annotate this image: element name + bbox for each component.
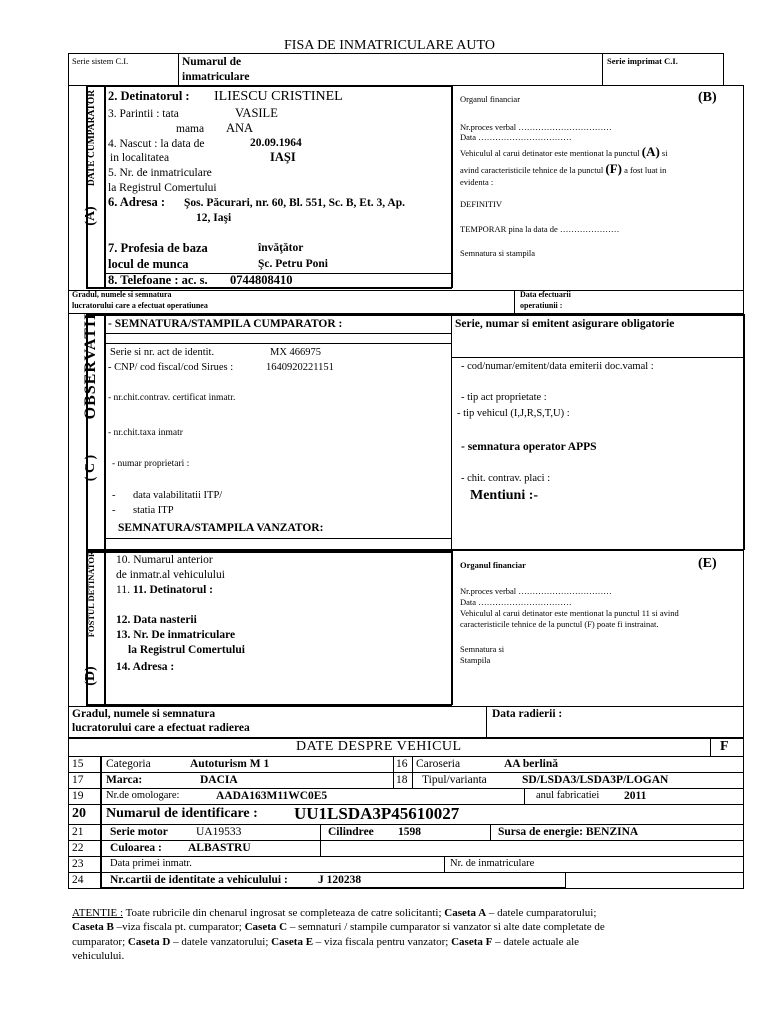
row-21-num: 21: [72, 826, 84, 838]
observatii-label: OBSERVATII: [82, 312, 99, 420]
data-e: Data ……………………………: [460, 597, 572, 607]
nr-proprietari-label: - numar proprietari :: [112, 459, 190, 469]
semnatura-cumparator-label: - SEMNATURA/STAMPILA CUMPARATOR :: [108, 318, 343, 330]
serie-asigurare-label: Serie, numar si emitent asigurare obligatorie: [455, 318, 675, 330]
row-18-label: Tipul/varianta: [422, 774, 487, 786]
fostul-detinator-label: FOSTUL DETINATOR: [86, 550, 96, 638]
mentiuni-label: Mentiuni :-: [470, 488, 539, 503]
row-20-label: Numarul de identificare :: [106, 806, 258, 821]
numarul-inmatriculare-label-1: Numarul de: [182, 56, 242, 68]
adresa-label: 6. Adresa :: [108, 195, 166, 209]
cnp-value: 1640920221151: [266, 362, 334, 373]
semnatura-b: Semnatura si stampila: [460, 248, 536, 258]
row-19-an-value: 2011: [624, 790, 647, 802]
gradul-label-1: Gradul, numele si semnatura: [72, 290, 172, 299]
row-24-value: J 120238: [318, 874, 362, 886]
row-16-value: AA berlină: [504, 758, 558, 770]
detinator-label: 2. Detinatorul :: [108, 89, 190, 103]
row-17-value: DACIA: [200, 774, 238, 786]
f11-label: 11. 11. Detinatorul :: [116, 584, 214, 596]
statia-itp-label: statia ITP: [133, 505, 174, 516]
proces-verbal-b: Nr.proces verbal ……………………………: [460, 122, 612, 132]
profesia-value: învăţător: [258, 242, 304, 254]
nascut-label: 4. Nascut : la data de: [108, 138, 205, 150]
serie-sistem-label: Serie sistem C.I.: [72, 56, 129, 66]
telefon-value: 0744808410: [230, 273, 293, 287]
mama-value: ANA: [226, 121, 254, 135]
profesia-label: 7. Profesia de baza: [108, 241, 208, 255]
row-23-label: Data primei inmatr.: [110, 858, 192, 869]
box-c-letter: ( C ): [83, 454, 98, 482]
row-17-num: 17: [72, 774, 84, 786]
detinator-value: ILIESCU CRISTINEL: [214, 89, 343, 104]
row-23-num: 23: [72, 858, 84, 870]
row-16-label: Caroseria: [416, 758, 461, 770]
parinti-label: 3. Parintii : tata: [108, 108, 179, 120]
row-21-cil-label: Cilindree: [328, 826, 374, 838]
gradul-label-2: lucratorului care a efectuat operatiunea: [72, 301, 208, 310]
f12-label: [116, 614, 197, 627]
row-21-value: UA19533: [196, 826, 242, 838]
definitiv-label: DEFINITIV: [460, 199, 503, 209]
row-19-num: 19: [72, 790, 84, 802]
serie-act-label: Serie si nr. act de identit.: [110, 347, 215, 358]
dash-1: -: [112, 490, 116, 501]
data-efectuarii-label-1: Data efectuarii: [520, 290, 571, 299]
chit-taxa-label: - nr.chit.taxa inmatr: [108, 428, 183, 438]
nr-inmatriculare-rc-label-2: la Registrul Comertului: [108, 182, 217, 194]
gradul-radiere-label-2: lucratorului care a efectuat radierea: [72, 722, 250, 734]
data-efectuarii-label-2: operatiunii :: [520, 301, 563, 310]
row-17-label: Marca:: [106, 774, 143, 786]
page-title: FISA DE INMATRICULARE AUTO: [284, 38, 495, 53]
row-22-value: ALBASTRU: [188, 842, 251, 854]
semnatura-apps-label: - semnatura operator APPS: [461, 441, 597, 453]
data-b: Data ……………………………: [460, 132, 572, 142]
gradul-radiere-label-1: Gradul, numele si semnatura: [72, 708, 216, 720]
f12-text: 12. Data nasterii: [116, 614, 197, 626]
footer-note: ATENTIE : Toate rubricile din chenarul ingrosat se completeaza de catre solicitanti; Caseta A – datele cumparatorului; Caseta B –viza fiscala pt. cumparator; Caseta C – semnaturi / stampile cumparator si vanzator si alte date completate de cumparator; Caseta D – datele vanzatorului; Caseta E – viza fiscala pentru vanzator; Caseta F – datele actuale ale vehiculului.: [72, 907, 605, 962]
mama-label: mama: [176, 123, 205, 135]
row-18-num: 18: [396, 774, 408, 786]
loc-munca-value: Şc. Petru Poni: [258, 258, 328, 270]
row-19-value: AADA163M11WC0E5: [216, 790, 328, 802]
row-22-label: Culoarea :: [110, 842, 162, 854]
vehicul-text-b-3: evidenta :: [460, 177, 494, 187]
f13-label-1: 13. Nr. De inmatriculare: [116, 629, 236, 641]
vehicle-title: DATE DESPRE VEHICUL: [296, 739, 462, 754]
data-radierii-label: Data radierii :: [492, 708, 563, 720]
chit-inmatr-label: - nr.chit.contrav. certificat inmatr.: [108, 393, 236, 403]
row-15-label: Categoria: [106, 758, 151, 770]
row-21-cil-value: 1598: [398, 826, 421, 838]
tata-value: VASILE: [235, 106, 278, 120]
organ-financiar-b: Organul financiar: [460, 94, 521, 104]
semnatura-vanzator-label: SEMNATURA/STAMPILA VANZATOR:: [118, 522, 324, 534]
cnp-label: - CNP/ cod fiscal/cod Sirues :: [108, 362, 234, 373]
row-18-value: SD/LSDA3/LSDA3P/LOGAN: [522, 774, 669, 786]
chit-placi-label: - chit. contrav. placi :: [461, 473, 551, 484]
row-21-sursa: Sursa de energie: BENZINA: [498, 826, 639, 838]
box-b-letter: (B): [698, 90, 717, 105]
vehicul-text-e-1: Vehiculul al carui detinator este mentionat la punctul 11 si avind: [460, 608, 679, 618]
vehicul-text-b-1: Vehiculul al carui detinator este mentionat la punctul (A) si: [460, 144, 668, 159]
box-a-letter: (A): [83, 206, 98, 226]
organ-financiar-e: Organul financiar: [460, 560, 526, 570]
row-22-num: 22: [72, 842, 84, 854]
row-19-label: Nr.de omologare:: [106, 790, 180, 801]
localitatea-value: IAŞI: [270, 150, 296, 164]
serie-act-value: MX 466975: [270, 347, 322, 358]
vehicul-text-e-2: caracteristicile tehnice de la punctul (F) poate fi instrainat.: [460, 619, 659, 629]
atentie-label: ATENTIE :: [72, 907, 124, 919]
cod-vamal-label: - cod/numar/emitent/data emiterii doc.vamal :: [461, 361, 654, 372]
data-itp-label: data valabilitatii ITP/: [133, 490, 223, 501]
box-e-letter: (E): [698, 556, 717, 571]
nr-inmatriculare-rc-label-1: 5. Nr. de inmatriculare: [108, 167, 212, 179]
date-cumparator-label: DATE CUMPARATOR: [87, 89, 97, 187]
vehicul-text-b-2: avind caracteristicile tehnice de la punctul (F) a fost luat in: [460, 161, 667, 176]
numarul-inmatriculare-label-2: inmatriculare: [182, 71, 250, 83]
f10-label-2: de inmatr.al vehiculului: [116, 569, 225, 581]
f14-label: 14. Adresa :: [116, 661, 175, 673]
row-20-num: 20: [72, 806, 86, 821]
row-19-an-label: anul fabricatiei: [536, 790, 600, 801]
tip-vehicul-label: - tip vehicul (I,J,R,S,T,U) :: [457, 408, 570, 419]
vehicle-letter-f: F: [720, 739, 729, 754]
box-d-letter: (D): [83, 666, 98, 686]
localitatea-label: in localitatea: [110, 152, 170, 164]
loc-munca-label: locul de munca: [108, 257, 189, 271]
row-16-num: 16: [396, 758, 408, 770]
row-21-label: Serie motor: [110, 826, 168, 838]
f13-label-2: la Registrul Comertului: [128, 644, 245, 656]
tip-act-label: - tip act proprietate :: [461, 392, 547, 403]
row-15-value: Autoturism M 1: [190, 758, 270, 770]
row-24-num: 24: [72, 874, 84, 886]
stampila-e: Stampila: [460, 655, 491, 665]
dash-2: -: [112, 505, 116, 516]
row-20-value: UU1LSDA3P45610027: [294, 804, 460, 823]
semnatura-e: Semnatura si: [460, 644, 505, 654]
serie-imprimat-label: Serie imprimat C.I.: [607, 56, 678, 66]
f11-text: 11. Detinatorul :: [132, 584, 214, 596]
temporar-label: TEMPORAR pina la data de …………………: [460, 224, 620, 234]
f10-label-1: 10. Numarul anterior: [116, 554, 213, 566]
nascut-value: 20.09.1964: [250, 137, 302, 149]
proces-verbal-e: Nr.proces verbal ……………………………: [460, 586, 612, 596]
row-15-num: 15: [72, 758, 84, 770]
row-23-nr-label: Nr. de inmatriculare: [450, 858, 535, 869]
adresa-value-2: 12, Iaşi: [196, 212, 232, 224]
adresa-value-1: Şos. Păcurari, nr. 60, Bl. 551, Sc. B, Et. 3, Ap.: [184, 197, 405, 209]
telefoane-label: 8. Telefoane : ac. s.: [108, 273, 208, 287]
row-24-label: Nr.cartii de identitate a vehiculului :: [110, 874, 288, 886]
